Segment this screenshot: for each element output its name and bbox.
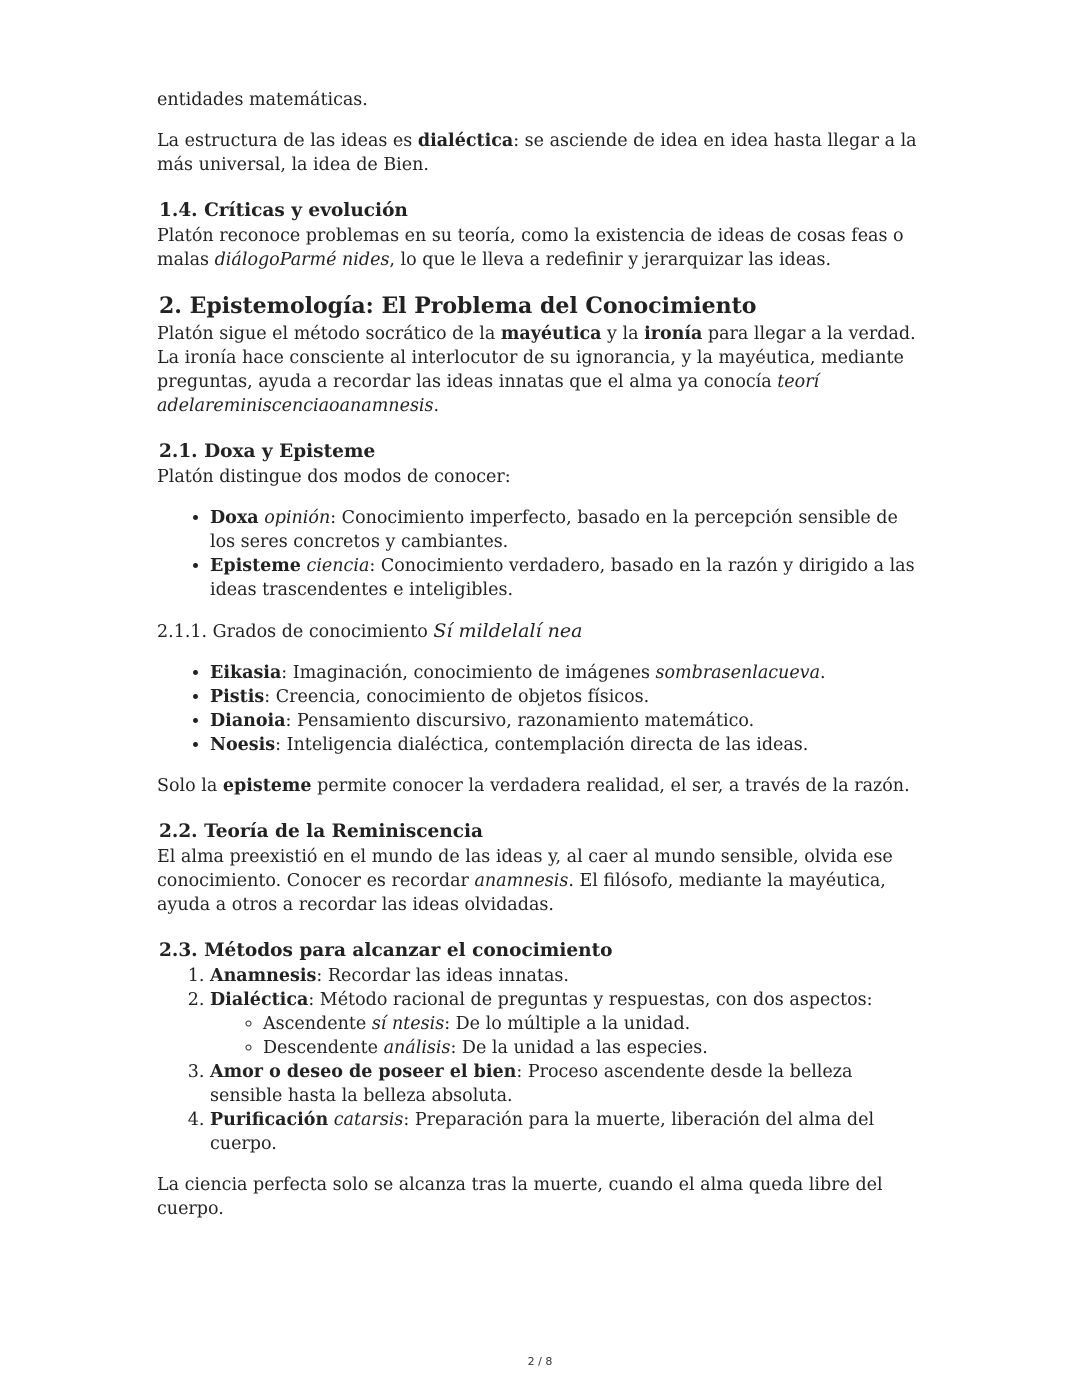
heading-2-1-1: 2.1.1. Grados de conocimiento Sí mildelalí nea — [157, 620, 583, 642]
paragraph-dialectic: La estructura de las ideas es dialéctica: se asciende de idea en idea hasta llegar a la más universal, la idea de Bien. — [157, 131, 917, 175]
list-item: • Pistis: Creencia, conocimiento de objetos físicos. — [210, 685, 925, 709]
sublist-item: ◦ Ascendente sí ntesis: De lo múltiple a la unidad. — [263, 1012, 925, 1036]
paragraph-reminiscencia: El alma preexistió en el mundo de las ideas y, al caer al mundo sensible, olvida ese conocimiento. Conocer es recordar anamnesis. El filósofo, mediante la mayéutica, ayuda a otros a recordar las ideas olvidadas. — [157, 847, 893, 915]
heading-2-1: 2.1. Doxa y Episteme — [159, 441, 376, 462]
list-item: 1. Anamnesis: Recordar las ideas innatas. — [210, 964, 925, 988]
list-doxa-episteme — [157, 506, 925, 602]
list-item: • Doxa opinión: Conocimiento imperfecto, basado en la percepción sensible de los seres concretos y cambiantes. — [210, 506, 925, 554]
list-item: 2. Dialéctica: Método racional de preguntas y respuestas, con dos aspectos: ◦ Ascendente sí ntesis: De lo múltiple a la unidad. ◦ Descendente análisis: De la unidad a las especies. — [210, 988, 925, 1060]
heading-2-2: 2.2. Teoría de la Reminiscencia — [159, 821, 484, 842]
list-item: 3. Amor o deseo de poseer el bien: Proceso ascendente desde la belleza sensible hasta la belleza absoluta. — [210, 1060, 925, 1108]
list-item: • Dianoia: Pensamiento discursivo, razonamiento matemático. — [210, 709, 925, 733]
paragraph-continuation: entidades matemáticas. — [157, 90, 368, 110]
list-item: • Episteme ciencia: Conocimiento verdadero, basado en la razón y dirigido a las ideas trascendentes e inteligibles. — [210, 554, 925, 602]
paragraph-epistemologia: Platón sigue el método socrático de la mayéutica y la ironía para llegar a la verdad. La ironía hace consciente al interlocutor de su ignorancia, y la mayéutica, mediante preguntas, ayuda a recordar las ideas innatas que el alma ya conocía teorí adelareminiscenciaoanamnesis. — [157, 324, 916, 416]
sublist-dialectica — [210, 1012, 925, 1060]
page-number: 2 / 8 — [527, 1355, 553, 1368]
document-page — [157, 88, 925, 1221]
heading-2-3: 2.3. Métodos para alcanzar el conocimiento — [159, 940, 613, 961]
sublist-item: ◦ Descendente análisis: De la unidad a las especies. — [263, 1036, 925, 1060]
paragraph-ciencia-perfecta: La ciencia perfecta solo se alcanza tras la muerte, cuando el alma queda libre del cuerpo. — [157, 1175, 883, 1219]
heading-2: 2. Epistemología: El Problema del Conocimiento — [159, 293, 757, 319]
heading-1-4: 1.4. Críticas y evolución — [159, 200, 408, 221]
list-metodos — [157, 964, 925, 1156]
list-item: • Eikasia: Imaginación, conocimiento de imágenes sombrasenlacueva. — [210, 661, 925, 685]
list-grados — [157, 661, 925, 757]
list-item: 4. Purificación catarsis: Preparación para la muerte, liberación del alma del cuerpo. — [210, 1108, 925, 1156]
paragraph-doxa-intro: Platón distingue dos modos de conocer: — [157, 467, 511, 487]
paragraph-criticas: Platón reconoce problemas en su teoría, como la existencia de ideas de cosas feas o malas diálogoParmé nides, lo que le lleva a redefinir y jerarquizar las ideas. — [157, 226, 904, 270]
paragraph-episteme: Solo la episteme permite conocer la verdadera realidad, el ser, a través de la razón. — [157, 776, 910, 796]
list-item: • Noesis: Inteligencia dialéctica, contemplación directa de las ideas. — [210, 733, 925, 757]
